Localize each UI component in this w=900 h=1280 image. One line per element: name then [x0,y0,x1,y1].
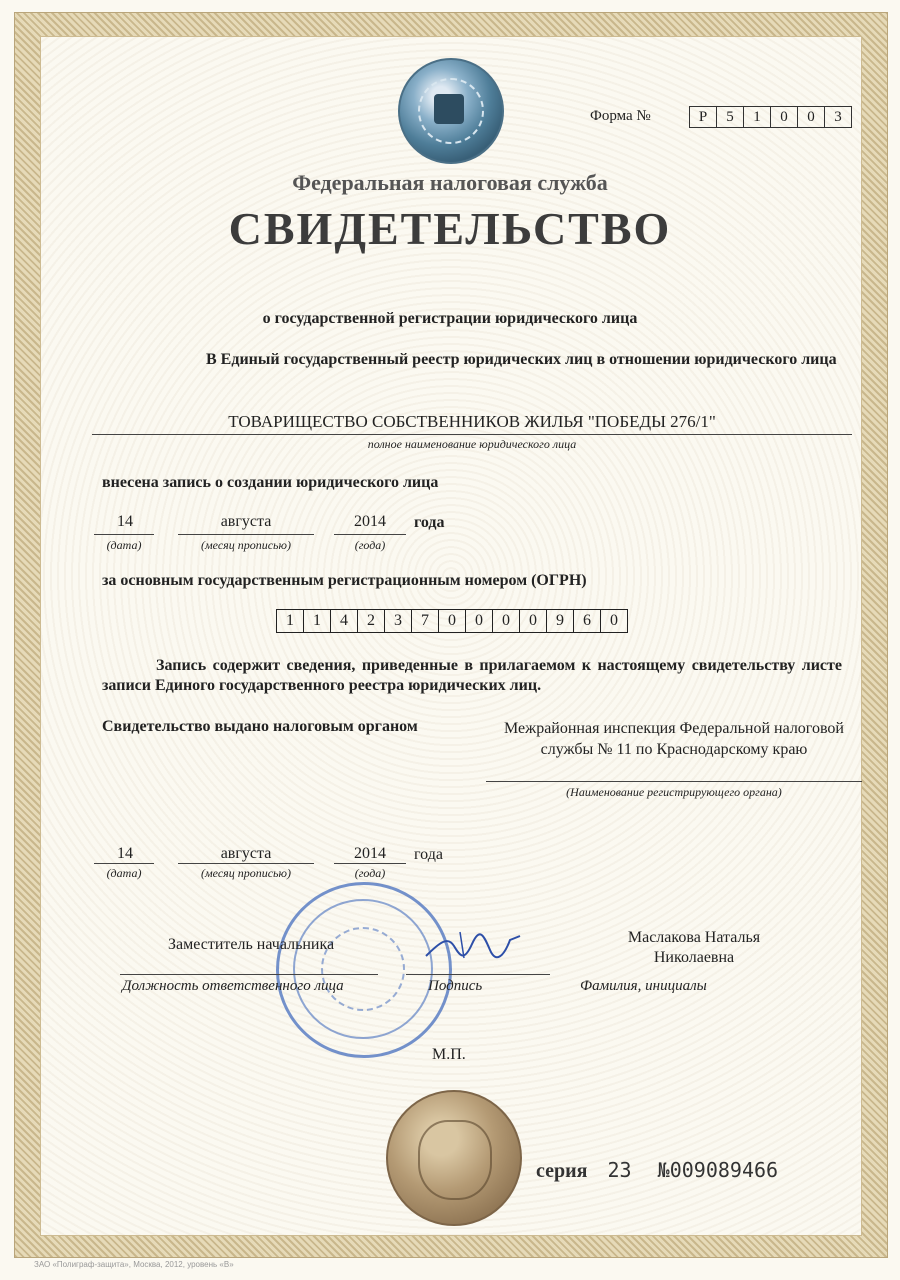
date2-month: августа [220,845,272,862]
intro-text: В Единый государственный реестр юридических лиц в отношении юридического лица [206,351,837,368]
date1-year-caption: (года) [354,538,386,552]
ogrn-digit: 6 [573,610,600,632]
ogrn-digit: 0 [465,610,492,632]
hologram-emblem-icon [398,58,504,164]
date2-year-caption: (года) [354,866,386,880]
forma-digit: 3 [824,107,851,127]
serial-number [536,1158,778,1183]
signature-caption: Подпись [428,978,483,994]
record-text: внесена запись о создании юридического лица [102,474,439,491]
position-caption: Должность ответственного лица [122,978,344,994]
document-title: СВИДЕТЕЛЬСТВО [228,203,672,254]
date2-day-line [94,863,154,864]
signature-underline [406,974,550,975]
issuer-name: Межрайонная инспекция Федеральной налоговой службы № 11 по Краснодарскому краю [504,720,844,758]
date1-day-caption: (дата) [106,538,142,552]
forma-digit: 0 [797,107,824,127]
forma-digit: 0 [770,107,797,127]
forma-label: Форма № [590,108,651,124]
ogrn-digit: 1 [286,612,294,629]
ogrn-digit: 3 [384,610,411,632]
position-underline [120,974,378,975]
date1-day: 14 [117,513,133,530]
ogrn-digit: 1 [303,610,330,632]
signature-icon [420,922,530,972]
ogrn-number [276,609,628,633]
ogrn-digit: 0 [600,610,627,632]
document-subtitle: о государственной регистрации юридического лица [262,310,638,327]
date1-year: 2014 [354,513,386,530]
serial-num: №009089466 [657,1158,779,1182]
serial-series: 23 [607,1158,632,1182]
forma-digit: Р [698,109,708,125]
forma-digit: 1 [743,107,770,127]
printer-footer: ЗАО «Полиграф-защита», Москва, 2012, уровень «В» [34,1260,234,1269]
date2-month-caption: (месяц прописью) [201,866,291,880]
date1-day-line [94,534,154,535]
ogrn-digit: 0 [492,610,519,632]
mp-label: М.П. [432,1046,466,1063]
contents-text: Запись содержит сведения, приведенные в прилагаемом к настоящему свидетельству листе записи Единого государственного реестра юридических лиц. [102,657,842,694]
date1-month-caption: (месяц прописью) [201,538,291,552]
date1-year-word: года [414,514,445,531]
company-name: ТОВАРИЩЕСТВО СОБСТВЕННИКОВ ЖИЛЬЯ "ПОБЕДЫ 276/1" [228,412,716,431]
ogrn-label: за основным государственным регистрационным номером (ОГРН) [102,572,587,589]
ogrn-digit: 9 [546,610,573,632]
emblem-seal-icon [386,1090,522,1226]
forma-digit: 5 [716,107,743,127]
ogrn-digit: 7 [411,610,438,632]
forma-code [689,106,852,128]
ogrn-digit: 2 [357,610,384,632]
serial-label: серия [536,1160,588,1182]
date1-month-line [178,534,314,535]
date2-year: 2014 [354,845,386,862]
ogrn-digit: 0 [519,610,546,632]
date1-month: августа [220,513,272,530]
ogrn-digit: 0 [438,610,465,632]
ogrn-digit: 4 [330,610,357,632]
signatory-name: Маслакова Наталья Николаевна [627,929,761,966]
name-caption: Фамилия, инициалы [580,978,707,994]
date2-year-line [334,863,406,864]
company-caption: полное наименование юридического лица [367,437,577,451]
date2-day-caption: (дата) [106,866,142,880]
issuer-underline [486,781,862,782]
date2-month-line [178,863,314,864]
company-underline [92,434,852,435]
agency-name: Федеральная налоговая служба [292,170,608,195]
signatory-position: Заместитель начальника [168,936,335,953]
date2-day: 14 [117,845,133,862]
issuer-label: Свидетельство выдано налоговым органом [102,718,418,735]
date1-year-line [334,534,406,535]
date2-year-word: года [414,846,443,863]
issuer-caption: (Наименование регистрирующего органа) [566,785,782,799]
